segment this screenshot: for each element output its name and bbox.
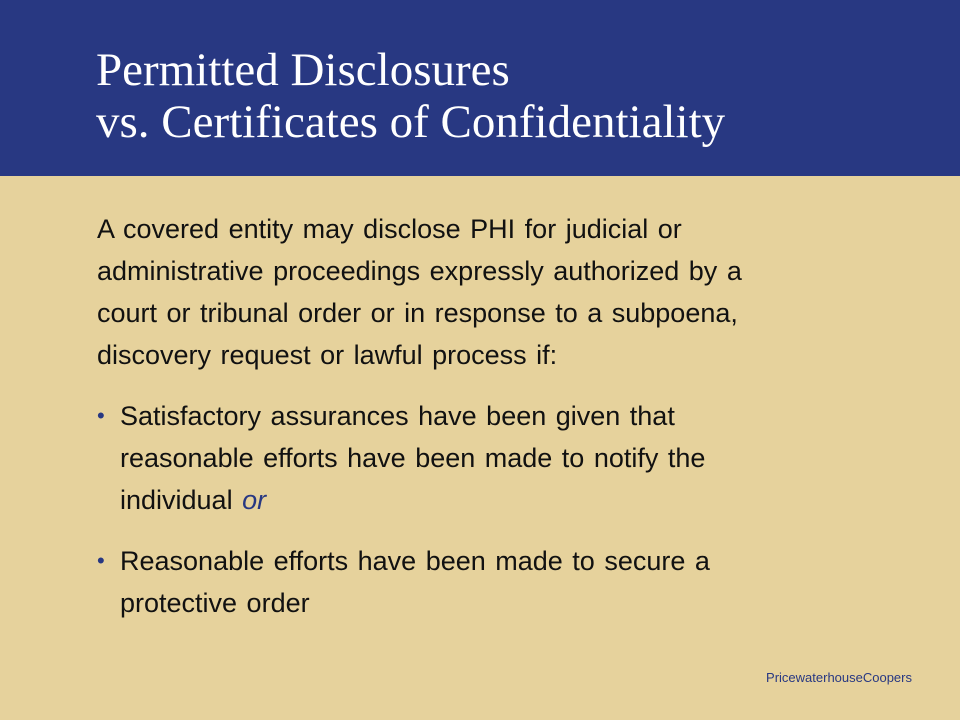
bullet-icon: • xyxy=(97,548,105,573)
emphasis-or: or xyxy=(242,485,267,515)
bullet-line: Reasonable efforts have been made to secure a xyxy=(120,546,710,576)
footer-brand: PricewaterhouseCoopers xyxy=(766,670,912,685)
intro-line: discovery request or lawful process if: xyxy=(97,340,558,370)
bullet-icon: • xyxy=(97,403,105,428)
intro-line: A covered entity may disclose PHI for judicial or xyxy=(97,214,682,244)
bullet-line: reasonable efforts have been made to notify the xyxy=(120,443,706,473)
bullet-line: protective order xyxy=(120,588,310,618)
bullet-line: Satisfactory assurances have been given that xyxy=(120,401,675,431)
header-band xyxy=(0,0,960,176)
slide-title xyxy=(96,44,725,148)
title-line-1: Permitted Disclosures xyxy=(96,44,510,96)
title-line-2: vs. Certificates of Confidentiality xyxy=(96,96,726,148)
intro-line: court or tribunal order or in response to a subpoena, xyxy=(97,298,738,328)
intro-line: administrative proceedings expressly authorized by a xyxy=(97,256,742,286)
bullet-line-with-emphasis xyxy=(120,479,705,521)
bullet-line-text: individual xyxy=(120,485,233,515)
intro-paragraph xyxy=(97,208,877,376)
bullet-text xyxy=(120,540,710,624)
bullet-text xyxy=(120,395,705,521)
